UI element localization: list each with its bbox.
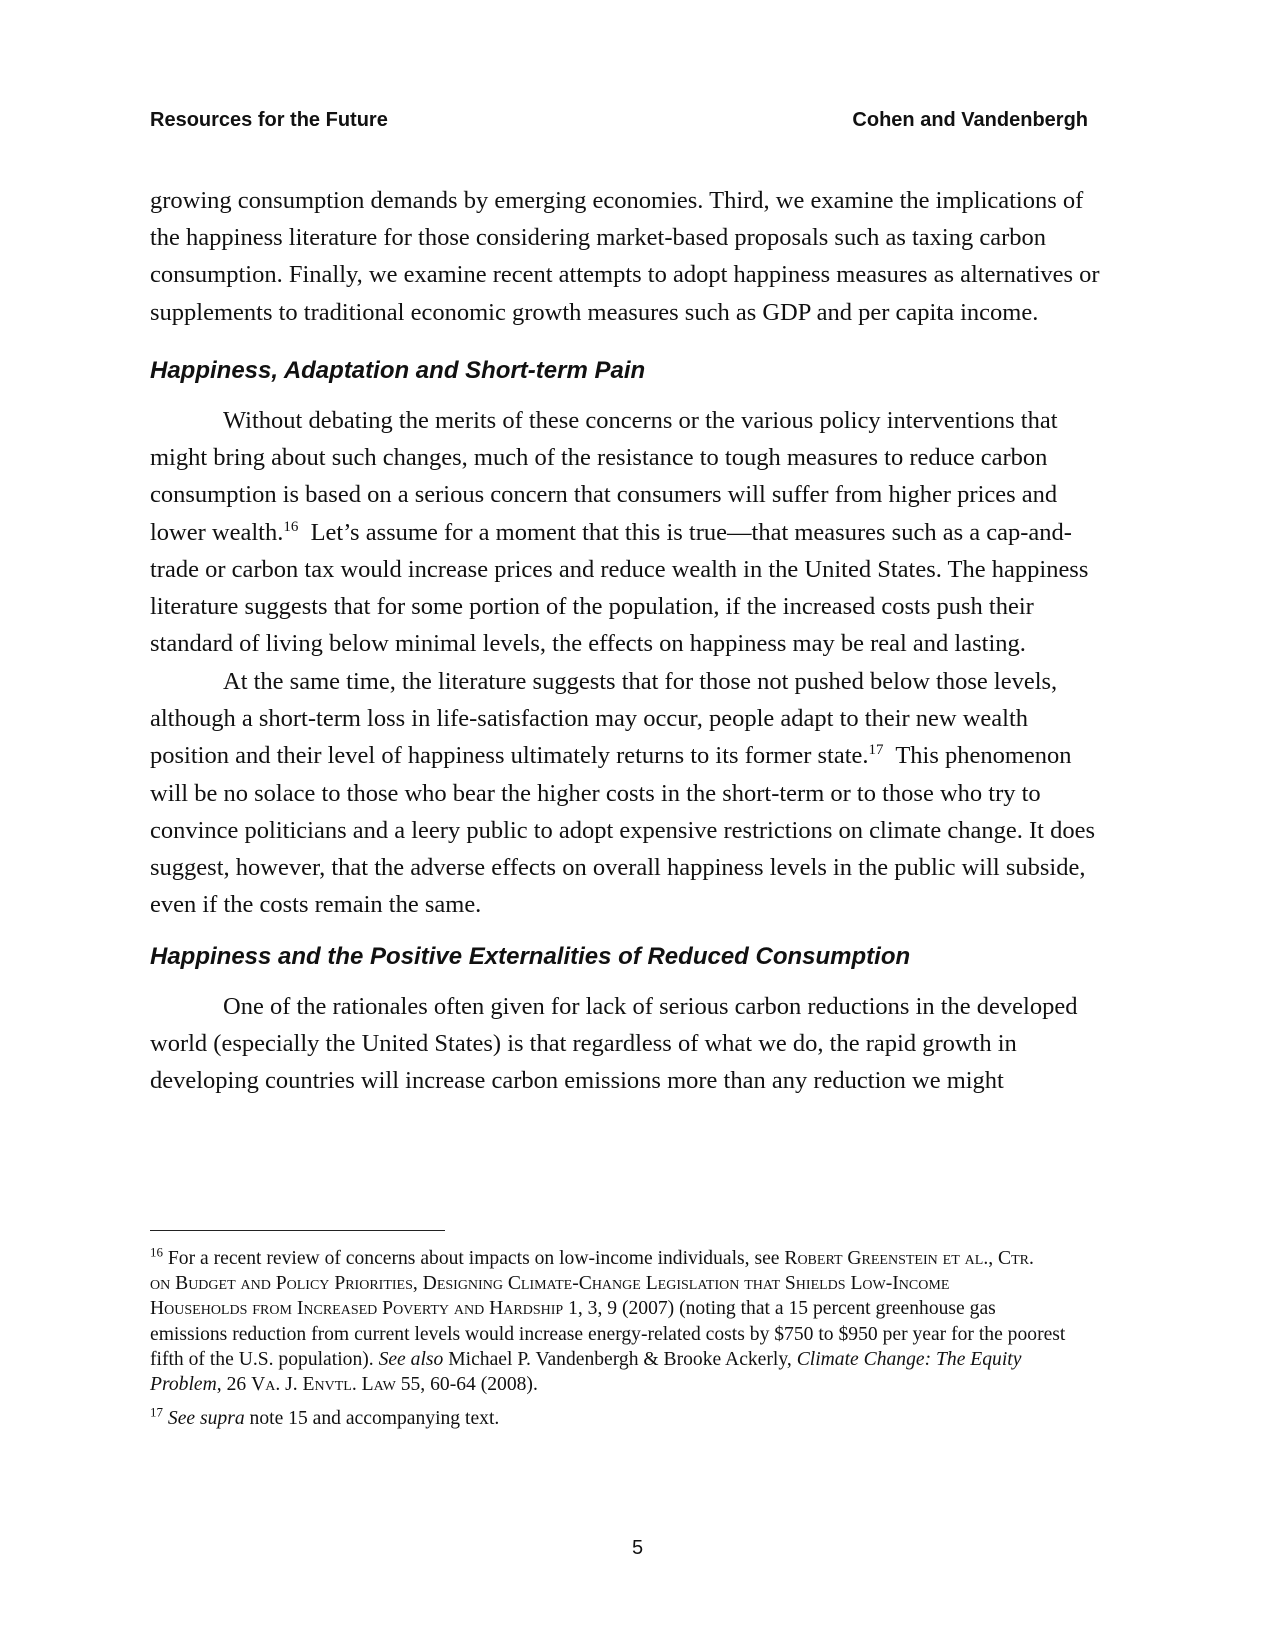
article-title: Climate Change: The Equity [796, 1348, 1022, 1370]
citation-title: Households from Increased Poverty and Hardship [150, 1298, 564, 1320]
text-line: emissions reduction from current levels would increase energy-related costs by $750 to $950 per year for the poorest [150, 1323, 1066, 1345]
intro-paragraph [150, 182, 1122, 331]
text-line [150, 1347, 1125, 1372]
article-title: Problem [150, 1374, 217, 1396]
text-line [150, 1406, 1125, 1431]
text-run: fifth of the U.S. population). [150, 1348, 379, 1370]
footnote-number: 17 [150, 1404, 163, 1420]
text-line: supplements to traditional economic growth measures such as GDP and per capita income. [150, 298, 1039, 326]
text-line: even if the costs remain the same. [150, 891, 482, 919]
text-line [150, 1296, 1125, 1321]
text-line [150, 1246, 1125, 1271]
citation-author: Robert Greenstein et al., Ctr. [784, 1248, 1034, 1269]
text-run: , 26 [216, 1374, 252, 1396]
page-number: 5 [631, 1537, 644, 1559]
footnote-separator [150, 1230, 445, 1231]
footnote-number: 16 [150, 1244, 163, 1260]
section1-paragraph1 [150, 402, 1122, 662]
text-run: note 15 and accompanying text. [244, 1408, 500, 1429]
section-heading: Happiness, Adaptation and Short-term Pain [150, 357, 646, 384]
text-line: the happiness literature for those considering market-based proposals such as taxing carbon [150, 224, 1047, 252]
text-line: on Budget and Policy Priorities, Designing Climate-Change Legislation that Shields Low-Income [150, 1273, 950, 1295]
text-line: convince politicians and a leery public to adopt expensive restrictions on climate change. It does [150, 816, 1095, 844]
footnote-reference[interactable]: 16 [283, 518, 299, 535]
text-line: One of the rationales often given for lack of serious carbon reductions in the developed [223, 993, 1078, 1020]
text-line: literature suggests that for some portion of the population, if the increased costs push their [150, 593, 1034, 621]
text-run: Let’s assume for a moment that this is true—that measures such as a cap-and- [298, 518, 1072, 546]
text-line [150, 737, 1122, 774]
text-line: trade or carbon tax would increase prices and reduce wealth in the United States. The happiness [150, 555, 1089, 583]
text-line: although a short-term loss in life-satisfaction may occur, people adapt to their new wealth [150, 705, 1029, 733]
section1-paragraph2 [150, 663, 1122, 923]
text-line: suggest, however, that the adverse effects on overall happiness levels in the public will subside, [150, 854, 1086, 882]
text-line: consumption is based on a serious concern that consumers will suffer from higher prices and [150, 481, 1058, 509]
text-line: developing countries will increase carbon emissions more than any reduction we might [150, 1067, 1004, 1095]
signal-see-supra: See supra [167, 1408, 245, 1429]
running-header [150, 108, 1088, 132]
text-run: This phenomenon [883, 742, 1072, 770]
footnote-16 [150, 1246, 1125, 1397]
text-line: At the same time, the literature suggests that for those not pushed below those levels, [223, 668, 1058, 695]
text-line: world (especially the United States) is that regardless of what we do, the rapid growth in [150, 1030, 1017, 1058]
text-run: 1, 3, 9 (2007) (noting that a 15 percent greenhouse gas [563, 1298, 996, 1320]
section-heading: Happiness and the Positive Externalities of Reduced Consumption [150, 943, 911, 970]
footnote-reference[interactable]: 17 [868, 742, 884, 759]
text-run: 55, 60-64 (2008). [395, 1374, 538, 1396]
text-line: might bring about such changes, much of the resistance to tough measures to reduce carbon [150, 444, 1048, 472]
signal-see-also: See also [378, 1348, 444, 1370]
text-line: growing consumption demands by emerging economies. Third, we examine the implications of [150, 187, 1084, 214]
section2-paragraph1 [150, 988, 1122, 1100]
text-line: consumption. Finally, we examine recent attempts to adopt happiness measures as alternatives or [150, 261, 1100, 289]
text-line: Without debating the merits of these concerns or the various policy interventions that [223, 407, 1058, 434]
text-run: position and their level of happiness ultimately returns to its former state. [150, 742, 869, 770]
header-left: Resources for the Future [150, 109, 388, 131]
header-right: Cohen and Vandenbergh [852, 109, 1088, 131]
text-line: standard of living below minimal levels, the effects on happiness may be real and lasting. [150, 630, 1026, 658]
text-line: will be no solace to those who bear the higher costs in the short-term or to those who try to [150, 779, 1041, 807]
text-line [150, 514, 1122, 551]
text-run: Michael P. Vandenbergh & Brooke Ackerly, [443, 1348, 797, 1370]
text-run: For a recent review of concerns about impacts on low-income individuals, see [163, 1248, 785, 1269]
footnote-17 [150, 1406, 1125, 1431]
journal-name: Va. J. Envtl. Law [251, 1374, 396, 1396]
text-run: lower wealth. [150, 518, 284, 546]
text-line [150, 1372, 1125, 1397]
